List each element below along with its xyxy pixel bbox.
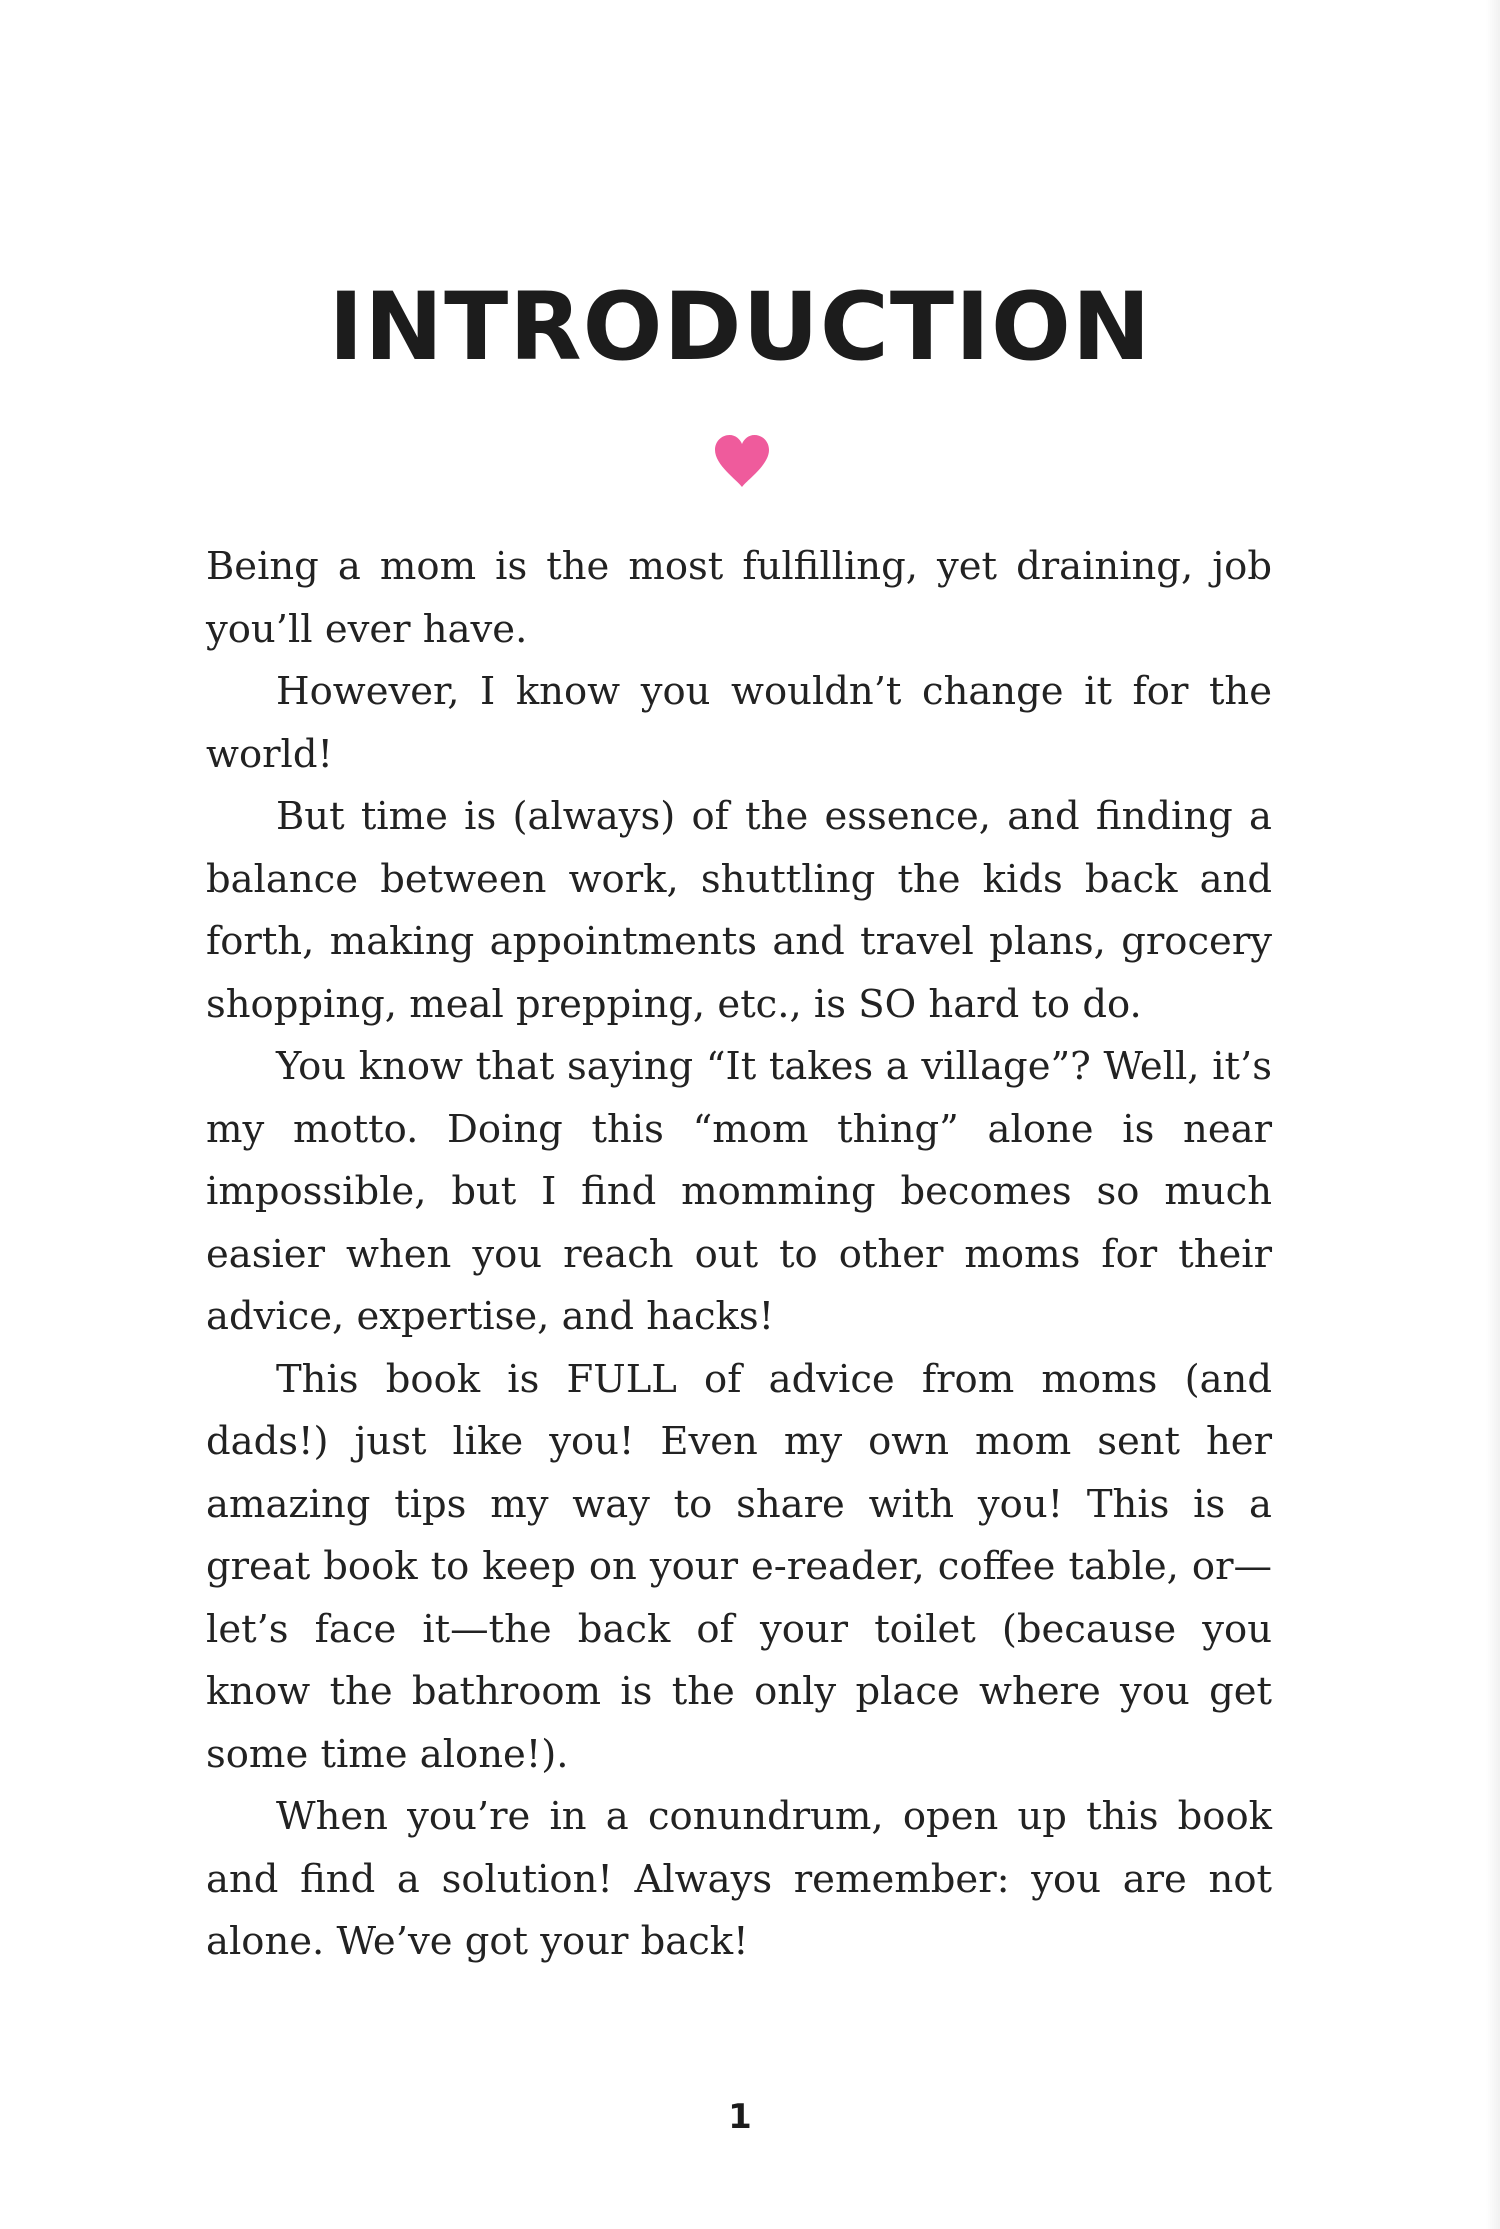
paragraph-4: You know that saying “It takes a village”? Well, it’s my motto. Doing this “mom thing” alone is near impossible, but I find momming becomes so much easier when you reach out to other moms for their advice, expertise, and hacks! [206, 1044, 1272, 1339]
heart-shape [715, 435, 769, 487]
paragraph-6: When you’re in a conundrum, open up this book and find a solution! Always remember: you are not alone. We’ve got your back! [206, 1794, 1272, 1964]
paragraph-3: But time is (always) of the essence, and finding a balance between work, shuttling the kids back and forth, making appointments and travel plans, grocery shopping, meal prepping, etc., is SO hard to do. [206, 794, 1272, 1027]
paragraph-1: Being a mom is the most fulfilling, yet draining, job you’ll ever have. [206, 544, 1272, 652]
heart-icon [713, 434, 771, 488]
page-number: 1 [728, 2097, 752, 2137]
paragraph-2: However, I know you wouldn’t change it for the world! [206, 669, 1272, 777]
page-edge [1486, 0, 1500, 2229]
paragraph-5: This book is FULL of advice from moms (and dads!) just like you! Even my own mom sent her amazing tips my way to share with you! This is a great book to keep on your e-reader, coffee table, or—let’s face it—the back of your toilet (because you know the bathroom is the only place where you get some time alone!). [206, 1356, 1272, 1777]
chapter-title: INTRODUCTION [328, 273, 1152, 382]
body-text [206, 536, 1272, 1974]
